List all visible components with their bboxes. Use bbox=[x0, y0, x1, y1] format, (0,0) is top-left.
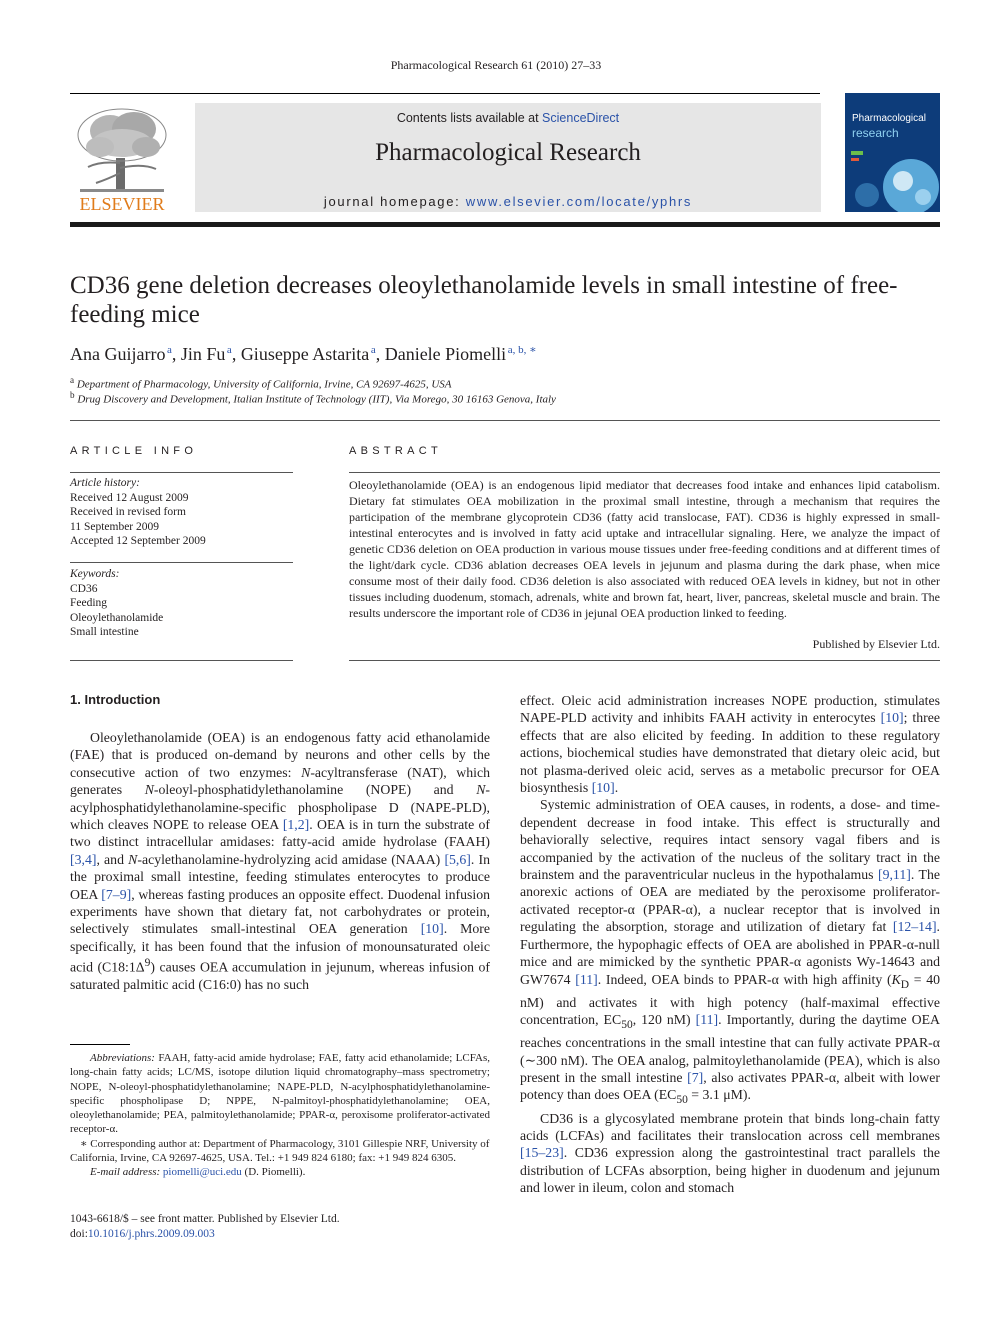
history-entry: Accepted 12 September 2009 bbox=[70, 535, 206, 547]
divider bbox=[349, 472, 940, 473]
header-rule bbox=[70, 93, 820, 94]
cover-image-icon bbox=[845, 145, 940, 212]
issn-line: 1043-6618/$ – see front matter. Published by Elsevier Ltd. bbox=[70, 1213, 340, 1225]
keyword: Small intestine bbox=[70, 626, 139, 638]
history-entry: Received in revised form bbox=[70, 506, 186, 518]
citation-link[interactable]: [9,11] bbox=[877, 867, 911, 883]
journal-citation: Pharmacological Research 61 (2010) 27–33 bbox=[390, 58, 602, 72]
citation-link[interactable]: [1,2] bbox=[282, 817, 310, 833]
citation-link[interactable]: [10] bbox=[591, 780, 615, 796]
author-affil-mark[interactable]: a, b, ∗ bbox=[507, 344, 537, 356]
author-name: Daniele Piomelli bbox=[384, 344, 507, 364]
divider bbox=[70, 660, 293, 661]
publisher-logo-text: ELSEVIER bbox=[79, 194, 165, 213]
paragraph: effect. Oleic acid administration increases NOPE production, stimulates NAPE-PLD activity and inhibits FAAH activity in enterocytes [10]; three effects that are also elicited by feeding. In addition to these regulatory actions, biochemical studies have demonstrated that dietary oleic acid, but not plasma-derived oleic acid, serves as a metabolic precursor for OEA biosynthesis [10]. bbox=[520, 693, 941, 796]
keyword: Oleoylethanolamide bbox=[70, 611, 164, 624]
abstract-heading: ABSTRACT bbox=[349, 445, 443, 457]
citation-link[interactable]: [7] bbox=[687, 1070, 704, 1086]
sciencedirect-link[interactable]: ScienceDirect bbox=[542, 111, 620, 125]
affiliation-text: Drug Discovery and Development, Italian Institute of Technology (IIT), Via Morego, 30 16163 Genova, Italy bbox=[77, 393, 556, 406]
paragraph: Oleoylethanolamide (OEA) is an endogenous fatty acid ethanolamide (FAE) that is produced on-demand by neurons and other cells by the consecutive action of two enzymes: N-acyltransferase (NAT), which generates N-oleoyl-phosphatidylethanolamine (NOPE) and N-acylphosphatidylethanolamine-specific phospholipase D (NAPE-PLD), which cleaves NOPE to release OEA [1,2]. OEA is in turn the substrate of two distinct intracellular amidases: fatty-acid amide hydrolase (FAAH) [3,4], and N-acylethanolamine-hydrolyzing acid amidase (NAAA) [5,6]. In the proximal small intestine, feeding stimulates enterocytes to produce OEA [7–9], whereas fasting produces an opposite effect. Duodenal infusion experiments have shown that dietary fat, not carbohydrates or protein, selectively stimulates small-intestinal OEA generation [10]. More specifically, it has been found that the infusion of monounsaturated oleic acid $(C18:1\Delta^9)$ causes OEA accumulation in jejunum, whereas infusion of saturated palmitic acid (C16:0) has no such bbox=[70, 730, 491, 993]
elsevier-tree-icon bbox=[70, 103, 174, 213]
homepage-link[interactable]: www.elsevier.com/locate/yphrs bbox=[465, 194, 693, 209]
citation-link[interactable]: [11] bbox=[575, 971, 598, 987]
citation-link[interactable]: [10] bbox=[880, 710, 904, 726]
homepage-line bbox=[195, 194, 821, 209]
author-affil-mark[interactable]: a bbox=[370, 344, 376, 356]
section-heading: 1. Introduction bbox=[70, 692, 161, 707]
paragraph: CD36 is a glycosylated membrane protein that binds long-chain fatty acids (LCFAs) and facilitates their translocation across cell membranes [15–23]. CD36 expression along the gastrointestinal tract parallels the distribution of LCFAs absorption, being higher in duodenum and jejunum and lower in ileum, colon and stomach bbox=[520, 1110, 940, 1196]
citation-link[interactable]: [10] bbox=[420, 921, 444, 937]
front-matter bbox=[70, 1212, 340, 1242]
doi-link[interactable]: 10.1016/j.phrs.2009.09.003 bbox=[87, 1228, 215, 1240]
contents-prefix: Contents lists available at bbox=[396, 111, 543, 125]
divider bbox=[349, 660, 940, 661]
author-name: Giuseppe Astarita bbox=[240, 344, 370, 364]
divider bbox=[70, 420, 940, 421]
email-link[interactable]: piomelli@uci.edu bbox=[162, 1166, 242, 1179]
citation-link[interactable]: [12–14] bbox=[892, 919, 937, 935]
citation-link[interactable]: [3,4] bbox=[70, 851, 97, 867]
author-affil-mark[interactable]: a bbox=[166, 344, 172, 356]
article-history bbox=[70, 476, 293, 549]
divider bbox=[70, 472, 293, 473]
abstract-text: Oleoylethanolamide (OEA) is an endogenous lipid mediator that decreases food intake and enhances lipid catabolism. Dietary fat stimulates OEA mobilization in the proximal small intestine, through a mechanism that requires the participation of the membrane glycoprotein CD36 (fatty acid translocase, FAT). CD36 is highly expressed in small-intestinal enterocytes and is involved in fatty acid uptake and intracellular signaling. Here, we analyze the impact of genetic CD36 deletion on OEA production in various mouse tissues under free-feeding conditions and at different times of the light/dark cycle. CD36 ablation decreases OEA levels in jejunum and plasma during the dark phase, when mice consume most of their daily food. CD36 deletion is also associated with reduced OEA levels in kidney, but not in other tissues including duodenum, stomach, adrenals, white and brown fat, heart, liver, pancreas, skeletal muscle and brain. The results underscore the important role of CD36 in jejunal OEA production linked to feeding. bbox=[349, 478, 940, 620]
citation-link[interactable]: [5,6] bbox=[444, 851, 471, 867]
author-list: Ana Guijarro $^a$, Jin Fu $^a$, Giuseppe Astarita $^a$, Daniele Piomelli $^{a, b, ∗}$ bbox=[70, 344, 537, 364]
keyword: CD36 bbox=[70, 582, 98, 595]
journal-title: Pharmacological Research bbox=[375, 139, 641, 166]
affiliation bbox=[70, 375, 452, 391]
body-column-right bbox=[520, 692, 940, 1197]
body-column-left bbox=[70, 729, 490, 994]
journal-banner bbox=[195, 103, 821, 212]
history-entry: Received 12 August 2009 bbox=[70, 491, 189, 504]
keyword: Feeding bbox=[70, 597, 108, 609]
divider bbox=[70, 562, 293, 563]
affiliation bbox=[70, 390, 556, 406]
footnote-rule bbox=[70, 1044, 130, 1045]
keywords-label: Keywords: bbox=[70, 568, 120, 580]
elsevier-logo[interactable] bbox=[70, 103, 174, 213]
affiliation-mark: a bbox=[70, 375, 75, 385]
affiliation-mark: b bbox=[70, 390, 75, 400]
doi-line: doi:10.1016/j.phrs.2009.09.003 bbox=[70, 1228, 215, 1240]
homepage-prefix: journal homepage: bbox=[323, 194, 466, 209]
cover-title-1: Pharmacological bbox=[852, 113, 926, 124]
email-footnote: E-mail address: piomelli@uci.edu (D. Piomelli). bbox=[90, 1166, 306, 1179]
citation-link[interactable]: [7–9] bbox=[101, 886, 132, 902]
author-name: Jin Fu bbox=[180, 344, 226, 364]
citation-link[interactable]: [15–23] bbox=[520, 1145, 564, 1161]
footnotes bbox=[70, 1051, 490, 1180]
contents-line bbox=[195, 111, 821, 125]
abbreviations-footnote: Abbreviations: FAAH, fatty-acid amide hydrolase; FAE, fatty acid ethanolamide; LCFAs, long-chain fatty acids; LC/MS, isotope dilution liquid chromatography–mass spectrometry; NOPE, N-oleoyl-phosphatidylethanolamine; NAPE-PLD, N-acylphosphatidylethanolamine-specific phospholipase D; NPPE, N-palmitoyl-phosphatidylethanolamine; OEA, oleoylethanolamide; PEA, palmitoylethanolamide; PPAR-α, peroxisome proliferator-activated receptor-α. bbox=[70, 1052, 490, 1136]
cover-title-2: research bbox=[852, 126, 899, 140]
abbreviations-label: Abbreviations: bbox=[90, 1052, 155, 1064]
article-title: CD36 gene deletion decreases oleoylethanolamide levels in small intestine of free-feeding mice bbox=[70, 272, 898, 328]
author-name: Ana Guijarro bbox=[70, 344, 166, 364]
keywords bbox=[70, 567, 293, 640]
header-thick-rule bbox=[70, 222, 940, 227]
journal-cover[interactable] bbox=[845, 93, 940, 212]
published-by: Published by Elsevier Ltd. bbox=[812, 637, 940, 651]
history-entry: 11 September 2009 bbox=[70, 520, 160, 533]
author-affil-mark[interactable]: a bbox=[226, 344, 232, 356]
corresponding-footnote: ∗ Corresponding author at: Department of Pharmacology, 3101 Gillespie NRF, University of California, Irvine, CA 92697-4625, USA. Tel.: +1 949 824 6180; fax: +1 949 824 6305. bbox=[70, 1137, 490, 1165]
citation-link[interactable]: [11] bbox=[695, 1012, 719, 1028]
affiliation-text: Department of Pharmacology, University of California, Irvine, CA 92697-4625, USA bbox=[76, 378, 452, 391]
paragraph: Systemic administration of OEA causes, in rodents, a dose- and time-dependent decrease in food intake. This effect is structurally and behaviorally selective, requires intact sensory vagal fibers and is accompanied by the activation of the nucleus of the solitary tract in the brainstem and the paraventricular nucleus in the hypothalamus [9,11]. The anorexic actions of OEA are mediated by the peroxisome proliferator-activated receptor-α (PPAR-α), a nuclear receptor that is involved in regulating the absorption, storage and utilization of dietary fat [12–14]. Furthermore, the hypophagic effects of OEA are abolished in PPAR-α-null mice and are mimicked by the synthetic PPAR-α agonists Wy-14643 and GW7674 [11]. Indeed, OEA binds to PPAR-α with high affinity ($K_D = 40$ nM) and activates it with high potency (half-maximal effective concentration, $EC_{50}$, 120 nM) [11]. Importantly, during the daytime OEA reaches concentrations in the small intestine that can fully activate PPAR-α (∼300 nM). The OEA analog, palmitoylethanolamide (PEA), which is also present in the small intestine [7], also activates PPAR-α, albeit with lower potency than does OEA ($EC_{50} = 3.1$ μM). bbox=[520, 797, 941, 1107]
history-label: Article history: bbox=[70, 477, 140, 489]
article-info-heading: ARTICLE INFO bbox=[70, 445, 198, 457]
